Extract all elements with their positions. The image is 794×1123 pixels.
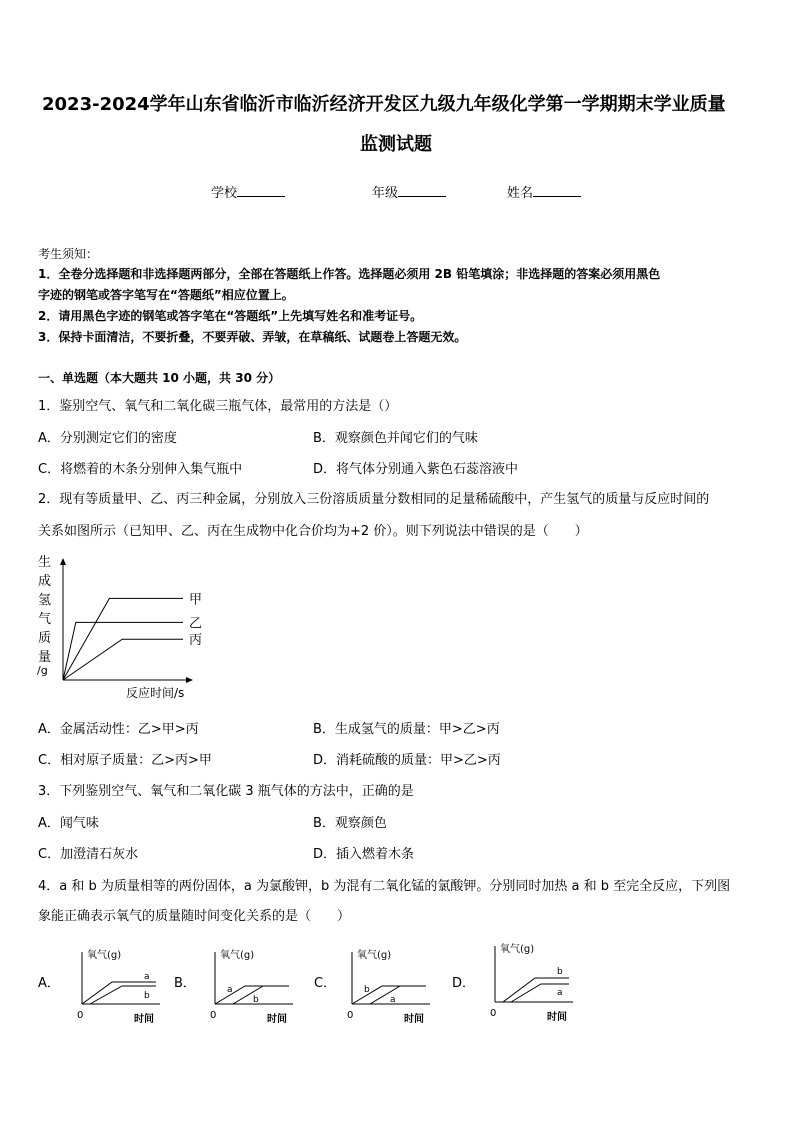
y-axis-label-char: 氢 [38, 593, 52, 608]
series-line-乙 [63, 622, 183, 680]
curve-b-label: b [364, 985, 370, 995]
q4-graph-c [342, 946, 442, 1026]
y-axis-label-char: 成 [38, 574, 52, 589]
section-heading: 一、单选题（本大题共 10 小题，共 30 分） [38, 371, 281, 385]
series-label-丙: 丙 [189, 633, 203, 649]
q2-option-a: A．金属活动性：乙>甲>丙 [38, 722, 199, 737]
series-group [63, 592, 202, 680]
notice-item-2: 2．请用黑色字迹的钢笔或答字笔在“答题纸”上先填写姓名和准考证号。 [38, 309, 423, 323]
q4-option-a-label: A． [38, 976, 60, 991]
name-label: 姓名 [507, 186, 534, 201]
curve-a-label: a [390, 995, 396, 1005]
origin-label: 0 [210, 1010, 217, 1021]
name-blank [533, 184, 581, 197]
series-label-甲: 甲 [189, 592, 203, 608]
x-axis-label: 反应时间/s [126, 686, 185, 700]
curve-b-label: b [253, 995, 259, 1005]
y-axis-label-char: 气 [38, 612, 52, 627]
q1-option-b: B．观察颜色并闻它们的气味 [313, 431, 478, 446]
q4-stem-line2: 象能正确表示氧气的质量随时间变化关系的是（ ） [38, 909, 351, 924]
origin-label: 0 [490, 1008, 497, 1019]
q2-stem-line2: 关系如图所示（已知甲、乙、丙在生成物中化合价均为+2 价）。则下列说法中错误的是（ ） [38, 524, 588, 539]
grade-label: 年级 [372, 186, 399, 201]
q3-option-b: B．观察颜色 [313, 816, 387, 831]
page-title-line1: 2023-2024学年山东省临沂市临沂经济开发区九级九年级化学第一学期期末学业质量 [42, 94, 726, 115]
q4-graph-b [205, 946, 305, 1026]
page-title-line2: 监测试题 [360, 134, 432, 155]
oxygen-axis-label: 氧气(g) [87, 950, 122, 961]
y-axis-label-char: 量 [38, 650, 52, 665]
time-axis-label: 时间 [134, 1014, 154, 1025]
q1-stem: 1．鉴别空气、氧气和二氧化碳三瓶气体，最常用的方法是（） [38, 399, 398, 414]
q4-graph-d [485, 940, 585, 1026]
q1-option-c: C．将燃着的木条分别伸入集气瓶中 [38, 462, 243, 477]
y-axis-label [37, 554, 51, 677]
q4-graph-a [72, 946, 172, 1026]
notice-item-3: 3．保持卡面清洁，不要折叠，不要弄破、弄皱，在草稿纸、试题卷上答题无效。 [38, 330, 467, 344]
q2-option-c: C．相对原子质量：乙>丙>甲 [38, 753, 212, 768]
notice-item-1b: 字迹的钢笔或答字笔写在“答题纸”相应位置上。 [38, 288, 294, 302]
q3-option-c: C．加澄清石灰水 [38, 847, 139, 862]
y-axis-unit: /g [37, 664, 48, 677]
school-field [211, 182, 285, 201]
oxygen-axis-label: 氧气(g) [357, 950, 392, 961]
school-blank [237, 184, 285, 197]
series-line-丙 [63, 639, 183, 680]
grade-field [372, 182, 446, 201]
x-axis-arrow [186, 677, 193, 683]
notice-item-1a: 1．全卷分选择题和非选择题两部分，全部在答题纸上作答。选择题必须用 2B 铅笔填涂；非选择题的答案必须用黑色 [38, 267, 661, 281]
oxygen-axis-label: 氧气(g) [220, 950, 255, 961]
grade-blank [398, 184, 446, 197]
origin-label: 0 [77, 1010, 84, 1021]
q3-stem: 3．下列鉴别空气、氧气和二氧化碳 3 瓶气体的方法中，正确的是 [38, 784, 414, 799]
series-label-乙: 乙 [189, 616, 203, 632]
q2-option-d: D．消耗硫酸的质量：甲>乙>丙 [313, 753, 501, 768]
q1-option-a: A．分别测定它们的密度 [38, 431, 177, 446]
hydrogen-chart [34, 552, 214, 702]
notice-heading: 考生须知： [38, 247, 99, 261]
q3-option-d: D．插入燃着木条 [313, 847, 415, 862]
q2-stem-line1: 2．现有等质量甲、乙、丙三种金属，分别放入三份溶质质量分数相同的足量稀硫酸中，产生氢气的质量与反应时间的 [38, 492, 710, 507]
name-field [507, 182, 581, 201]
curve-a-label: a [557, 988, 563, 998]
school-label: 学校 [211, 186, 238, 201]
y-axis-arrow [60, 558, 66, 565]
curve-a-label: a [144, 972, 150, 982]
q4-stem-line1: 4．a 和 b 为质量相等的两份固体，a 为氯酸钾，b 为混有二氧化锰的氯酸钾。分别同时加热 a 和 b 至完全反应，下列图 [38, 879, 731, 894]
oxygen-axis-label: 氧气(g) [500, 944, 535, 955]
q4-option-d-label: D． [452, 976, 476, 991]
time-axis-label: 时间 [404, 1014, 424, 1025]
y-axis-label-char: 质 [38, 631, 52, 646]
origin-label: 0 [347, 1010, 354, 1021]
time-axis-label: 时间 [547, 1012, 567, 1023]
q4-option-b-label: B． [174, 976, 196, 991]
q1-option-d: D．将气体分别通入紫色石蕊溶液中 [313, 462, 519, 477]
curve-a-label: a [227, 985, 233, 995]
y-axis-label-char: 生 [38, 555, 52, 570]
time-axis-label: 时间 [267, 1014, 287, 1025]
q3-option-a: A．闻气味 [38, 816, 99, 831]
curve-b-label: b [557, 967, 563, 977]
q2-option-b: B．生成氢气的质量：甲>乙>丙 [313, 722, 500, 737]
q4-option-c-label: C． [314, 976, 337, 991]
curve-b-label: b [144, 991, 150, 1001]
